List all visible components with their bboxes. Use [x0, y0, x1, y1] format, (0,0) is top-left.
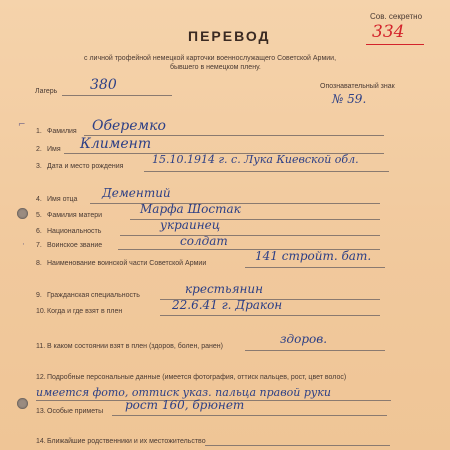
field-label-unit: Наименование воинской части Советской Армии: [47, 260, 207, 267]
punch-hole-bottom: [17, 398, 28, 409]
field-num-3: 3.: [36, 163, 42, 170]
field-label-personal: Подробные персональные данные (имеется фотография, оттиск пальцев, рост, цвет волос): [47, 374, 347, 381]
field-value-marks: рост 160, брюнет: [125, 398, 245, 412]
stamp-number: 334: [372, 22, 405, 42]
field-label-nationality: Национальность: [47, 228, 102, 235]
field-value-personal: имеется фото, оттиск указ. пальца правой руки: [36, 386, 331, 399]
field-num-12: 12.: [36, 374, 46, 381]
margin-mark-icon: ⌐: [18, 120, 26, 130]
field-num-10: 10.: [36, 308, 46, 315]
field-num-8: 8.: [36, 260, 42, 267]
field-label-name: Имя: [47, 146, 61, 153]
field-label-surname: Фамилия: [47, 128, 77, 135]
field-value-surname: Оберемко: [92, 118, 166, 134]
field-label-profession: Гражданская специальность: [47, 292, 140, 299]
field-value-unit: 141 стройт. бат.: [255, 249, 372, 263]
field-value-nationality: украинец: [160, 218, 221, 232]
field-value-father: Дементий: [102, 186, 171, 200]
margin-mark-icon: ·: [22, 240, 25, 250]
camp-label: Лагерь: [35, 88, 58, 95]
field-label-mother: Фамилия матери: [47, 212, 103, 219]
field-value-profession: крестьянин: [185, 282, 264, 296]
field-num-6: 6.: [36, 228, 42, 235]
secrecy-label: Сов. секретно: [370, 12, 423, 21]
field-num-4: 4.: [36, 196, 42, 203]
page-title: ПЕРЕВОД: [188, 28, 271, 44]
field-num-14: 14.: [36, 438, 46, 445]
field-label-father: Имя отца: [47, 196, 78, 203]
field-label-captured: Когда и где взят в плен: [47, 308, 123, 315]
subtitle-line-1: с личной трофейной немецкой карточки военнослужащего Советской Армии,: [84, 55, 337, 62]
id-label: Опознавательный знак: [320, 83, 395, 90]
field-num-11: 11.: [36, 343, 46, 350]
field-label-rank: Воинское звание: [47, 242, 103, 249]
subtitle-line-2: бывшего в немецком плену.: [170, 64, 261, 71]
field-num-13: 13.: [36, 408, 46, 415]
field-num-1: 1.: [36, 128, 42, 135]
field-label-birth: Дата и место рождения: [47, 163, 124, 170]
field-num-5: 5.: [36, 212, 42, 219]
field-label-relatives: Ближайшие родственники и их местожительство: [47, 438, 206, 445]
field-value-birth: 15.10.1914 г. с. Лука Киевской обл.: [152, 153, 359, 166]
field-value-condition: здоров.: [280, 332, 328, 346]
field-num-9: 9.: [36, 292, 42, 299]
field-num-2: 2.: [36, 146, 42, 153]
punch-hole-top: [17, 208, 28, 219]
field-label-condition: В каком состоянии взят в плен (здоров, болен, ранен): [47, 343, 223, 350]
field-num-7: 7.: [36, 242, 42, 249]
field-value-name: Климент: [80, 136, 152, 152]
field-value-rank: солдат: [180, 234, 228, 248]
field-value-captured: 22.6.41 г. Дракон: [172, 298, 283, 312]
camp-value: 380: [90, 77, 117, 93]
id-value: № 59.: [332, 92, 367, 106]
field-label-marks: Особые приметы: [47, 408, 104, 415]
field-value-mother: Марфа Шостак: [140, 202, 241, 216]
